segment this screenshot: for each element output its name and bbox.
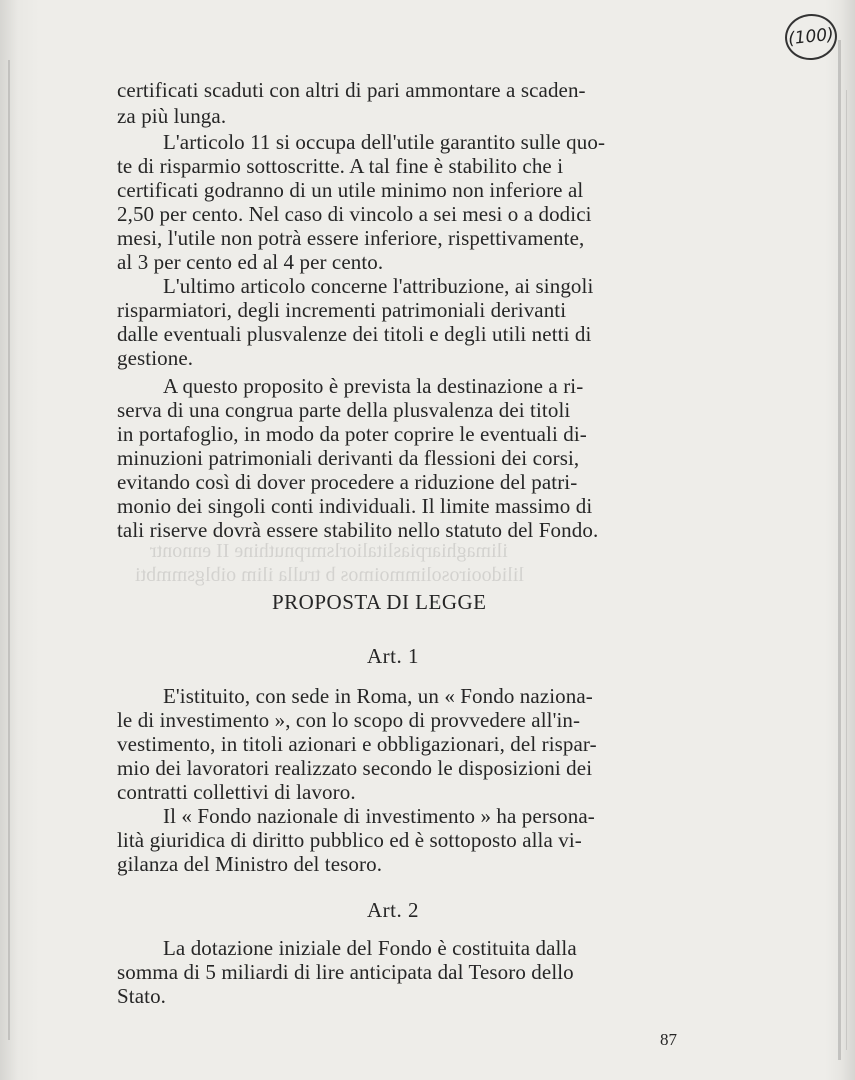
folio-stamp: (100) (783, 11, 840, 62)
text-line: vestimento, in titoli azionari e obbligazionari, del rispar- (117, 732, 597, 756)
article-2-heading: Art. 2 (367, 898, 419, 922)
text-line: 2,50 per cento. Nel caso di vincolo a sei mesi o a dodici (117, 202, 592, 226)
text-line: La dotazione iniziale del Fondo è costituita dalla (163, 936, 577, 960)
text-line: tali riserve dovrà essere stabilito nello statuto del Fondo. (117, 518, 599, 542)
text-line: minuzioni patrimoniali derivanti da flessioni dei corsi, (117, 446, 580, 470)
text-line: Stato. (117, 984, 167, 1008)
page-number: 87 (660, 1030, 677, 1049)
text-line: Il « Fondo nazionale di investimento » ha persona- (163, 804, 595, 828)
text-line: mio dei lavoratori realizzato secondo le disposizioni dei (117, 756, 593, 780)
text-line: lità giuridica di diritto pubblico ed è sottoposto alla vi- (117, 828, 582, 852)
text-line: dalle eventuali plusvalenze dei titoli e degli utili netti di (117, 322, 592, 346)
text-line: te di risparmio sottoscritte. A tal fine è stabilito che i (117, 154, 564, 178)
text-line: evitando così di dover procedere a riduzione del patri- (117, 470, 578, 494)
text-line: gilanza del Ministro del tesoro. (117, 852, 383, 876)
text-line: contratti collettivi di lavoro. (117, 780, 356, 804)
text-line: A questo proposito è prevista la destinazione a ri- (163, 374, 584, 398)
text-line: al 3 per cento ed al 4 per cento. (117, 250, 384, 274)
text-line: le di investimento », con lo scopo di provvedere all'in- (117, 708, 581, 732)
text-line: certificati godranno di un utile minimo non inferiore al (117, 178, 584, 202)
text-line: somma di 5 miliardi di lire anticipata dal Tesoro dello (117, 960, 574, 984)
right-edge-shadow-2 (846, 90, 847, 1050)
text-line: E'istituito, con sede in Roma, un « Fondo naziona- (163, 684, 593, 708)
text-line: in portafoglio, in modo da poter coprire le eventuali di- (117, 422, 587, 446)
section-title: PROPOSTA DI LEGGE (272, 590, 487, 614)
show-through-text-2: lilidooirosolimmoimos b trulla ilim oiblgsmmbti (135, 564, 524, 586)
text-line: mesi, l'utile non potrà essere inferiore, rispettivamente, (117, 226, 585, 250)
text-line: gestione. (117, 346, 194, 370)
left-edge-shadow (8, 60, 10, 1040)
text-line: certificati scaduti con altri di pari ammontare a scaden- (117, 78, 586, 102)
text-line: L'ultimo articolo concerne l'attribuzione, ai singoli (163, 274, 594, 298)
article-1-heading: Art. 1 (367, 644, 419, 668)
right-edge-shadow (838, 40, 841, 1060)
text-line: L'articolo 11 si occupa dell'utile garantito sulle quo- (163, 130, 606, 154)
text-line: za più lunga. (117, 104, 227, 128)
text-line: risparmiatori, degli incrementi patrimoniali derivanti (117, 298, 567, 322)
text-line: monio dei singoli conti individuali. Il limite massimo di (117, 494, 593, 518)
text-line: serva di una congrua parte della plusvalenza dei titoli (117, 398, 571, 422)
show-through-text: ilimaghiarpiaslitaliorlsmrpnuthine II ennontr (150, 540, 508, 562)
